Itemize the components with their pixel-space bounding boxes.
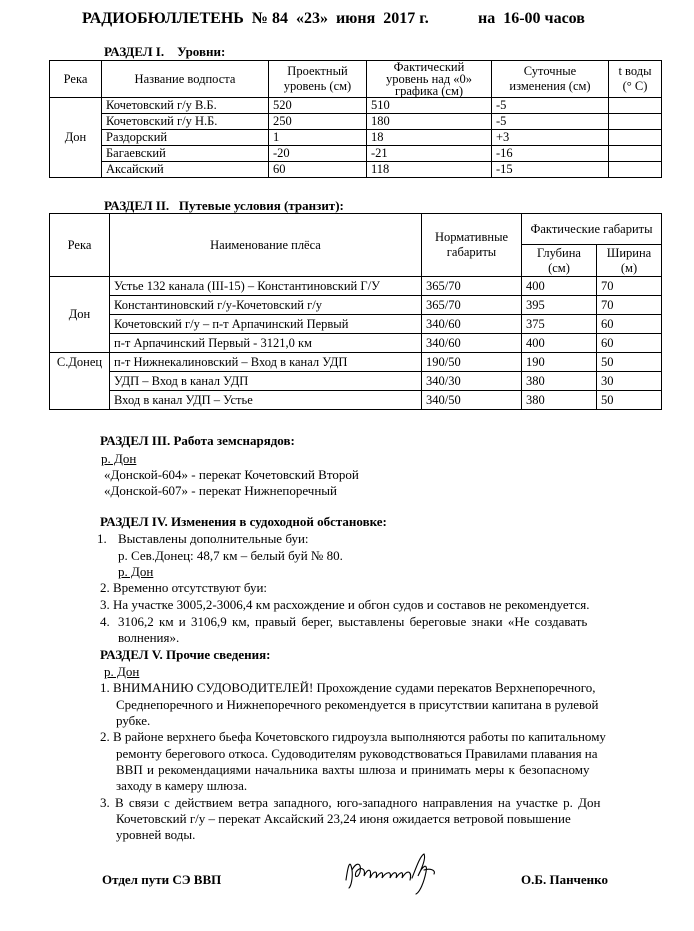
reach-name: п-т Арпачинский Первый - 3121,0 км <box>110 334 422 353</box>
levels-table <box>49 60 662 178</box>
post-name: Аксайский <box>102 162 269 178</box>
table-row <box>50 277 662 296</box>
daily-change: +3 <box>492 130 609 146</box>
section5-item3-line1: 3. В связи с действием ветра западного, юго-западного направления на участке р. Дон <box>100 795 601 810</box>
route-conditions-table <box>49 213 662 410</box>
design-level: 520 <box>269 98 367 114</box>
section5-item2-line2: ремонту берегового откоса. Судоводителям руководствоваться Правилами плавания на <box>116 746 598 761</box>
design-level: 250 <box>269 114 367 130</box>
section3-river: р. Дон <box>101 451 137 466</box>
post-name: Раздорский <box>102 130 269 146</box>
water-temp <box>609 146 662 162</box>
table-row <box>50 296 662 315</box>
col-design-level: Проектный уровень (см) <box>269 61 367 98</box>
design-level: 60 <box>269 162 367 178</box>
actual-level: 180 <box>367 114 492 130</box>
section5-item2-line4: заходу в камеру шлюза. <box>116 778 248 793</box>
col-river: Река <box>50 61 102 98</box>
depth-value: 380 <box>522 391 597 410</box>
section4-item1: Выставлены дополнительные буи: <box>118 531 309 546</box>
normative-dims: 365/70 <box>422 277 522 296</box>
table-row <box>50 372 662 391</box>
section2-title: РАЗДЕЛ II. Путевые условия (транзит): <box>104 198 344 213</box>
col-actual-dims: Фактические габариты <box>522 214 662 245</box>
section4-item4-number: 4. <box>100 614 110 629</box>
daily-change: -15 <box>492 162 609 178</box>
section5-item1-line3: рубке. <box>116 713 151 728</box>
water-temp <box>609 130 662 146</box>
col-actual-level: Фактический уровень над «0» графика (см) <box>367 61 492 98</box>
col-river: Река <box>50 214 110 277</box>
post-name: Кочетовский г/у Н.Б. <box>102 114 269 130</box>
normative-dims: 365/70 <box>422 296 522 315</box>
normative-dims: 340/50 <box>422 391 522 410</box>
section4-title: РАЗДЕЛ IV. Изменения в судоходной обстановке: <box>100 514 387 529</box>
col-reach: Наименование плёса <box>110 214 422 277</box>
daily-change: -5 <box>492 98 609 114</box>
table-row <box>50 334 662 353</box>
section5-item2-line1: 2. В районе верхнего бьефа Кочетовского гидроузла выполняются работы по капитальному <box>100 729 606 744</box>
section4-item1-river: р. Дон <box>118 564 154 579</box>
dredger-item: «Донской-607» - перекат Нижнепоречный <box>104 483 337 498</box>
depth-value: 395 <box>522 296 597 315</box>
section5-item1-line2: Среднепоречного и Нижнепоречного рекомендуется в присутствии капитана в рулевой <box>116 697 599 712</box>
bulletin-time: на 16-00 часов <box>478 10 585 27</box>
normative-dims: 340/60 <box>422 334 522 353</box>
dredger-item: «Донской-604» - перекат Кочетовский Второй <box>104 467 359 482</box>
signer-name: О.Б. Панченко <box>521 872 608 887</box>
col-water-temp: t воды (° С) <box>609 61 662 98</box>
river-cell: Дон <box>50 277 110 353</box>
col-width: Ширина (м) <box>597 245 662 277</box>
reach-name: УДП – Вход в канал УДП <box>110 372 422 391</box>
department-name: Отдел пути СЭ ВВП <box>102 872 222 887</box>
section4-item1-sub: р. Сев.Донец: 48,7 км – белый буй № 80. <box>118 548 343 563</box>
section4-item2: 2. Временно отсутствуют буи: <box>100 580 268 595</box>
section4-item4-line1: 3106,2 км и 3106,9 км, правый берег, выставлены береговые знаки «Не создавать <box>118 614 588 629</box>
section1-title: РАЗДЕЛ I. Уровни: <box>104 44 226 59</box>
table-row <box>50 353 662 372</box>
water-temp <box>609 114 662 130</box>
actual-level: 510 <box>367 98 492 114</box>
depth-value: 380 <box>522 372 597 391</box>
water-temp <box>609 98 662 114</box>
depth-value: 375 <box>522 315 597 334</box>
depth-value: 400 <box>522 277 597 296</box>
section5-item3-line3: уровней воды. <box>116 827 196 842</box>
reach-name: Константиновский г/у-Кочетовский г/у <box>110 296 422 315</box>
col-post: Название водпоста <box>102 61 269 98</box>
reach-name: Устье 132 канала (III-15) – Константиновский Г/У <box>110 277 422 296</box>
section3-title: РАЗДЕЛ III. Работа земснарядов: <box>100 433 295 448</box>
width-value: 50 <box>597 353 662 372</box>
width-value: 70 <box>597 277 662 296</box>
reach-name: Вход в канал УДП – Устье <box>110 391 422 410</box>
river-cell: Дон <box>50 98 102 178</box>
section5-item3-line2: Кочетовский г/у – перекат Аксайский 23,24 июня ожидается ветровой повышение <box>116 811 571 826</box>
col-depth: Глубина (см) <box>522 245 597 277</box>
section5-river: р. Дон <box>104 664 140 679</box>
section4-item1-number: 1. <box>97 531 107 546</box>
reach-name: Кочетовский г/у – п-т Арпачинский Первый <box>110 315 422 334</box>
depth-value: 190 <box>522 353 597 372</box>
section4-item3: 3. На участке 3005,2-3006,4 км расхождение и обгон судов и составов не рекомендуется. <box>100 597 590 612</box>
width-value: 70 <box>597 296 662 315</box>
daily-change: -16 <box>492 146 609 162</box>
normative-dims: 190/50 <box>422 353 522 372</box>
daily-change: -5 <box>492 114 609 130</box>
normative-dims: 340/30 <box>422 372 522 391</box>
section4-item4-line2: волнения». <box>118 630 180 645</box>
actual-level: -21 <box>367 146 492 162</box>
bulletin-title: РАДИОБЮЛЛЕТЕНЬ № 84 «23» июня 2017 г. <box>82 10 429 27</box>
table-row <box>50 130 662 146</box>
depth-value: 400 <box>522 334 597 353</box>
col-normative: Нормативные габариты <box>422 214 522 277</box>
water-temp <box>609 162 662 178</box>
table-row <box>50 98 662 114</box>
width-value: 60 <box>597 334 662 353</box>
design-level: -20 <box>269 146 367 162</box>
river-cell: С.Донец <box>50 353 110 410</box>
width-value: 50 <box>597 391 662 410</box>
actual-level: 118 <box>367 162 492 178</box>
table-row <box>50 315 662 334</box>
reach-name: п-т Нижнекалиновский – Вход в канал УДП <box>110 353 422 372</box>
section5-item2-line3: ВВП и рекомендациями начальника вахты шлюза и принимать меры к безопасному <box>116 762 590 777</box>
section5-item1-line1: 1. ВНИМАНИЮ СУДОВОДИТЕЛЕЙ! Прохождение судами перекатов Верхнепоречного, <box>100 680 596 695</box>
design-level: 1 <box>269 130 367 146</box>
section5-title: РАЗДЕЛ V. Прочие сведения: <box>100 647 271 662</box>
post-name: Багаевский <box>102 146 269 162</box>
col-daily-change: Суточные изменения (см) <box>492 61 609 98</box>
normative-dims: 340/60 <box>422 315 522 334</box>
table-row <box>50 146 662 162</box>
table-row <box>50 114 662 130</box>
post-name: Кочетовский г/у В.Б. <box>102 98 269 114</box>
width-value: 30 <box>597 372 662 391</box>
table-row <box>50 391 662 410</box>
table-row <box>50 162 662 178</box>
width-value: 60 <box>597 315 662 334</box>
actual-level: 18 <box>367 130 492 146</box>
handwritten-signature <box>340 848 460 898</box>
